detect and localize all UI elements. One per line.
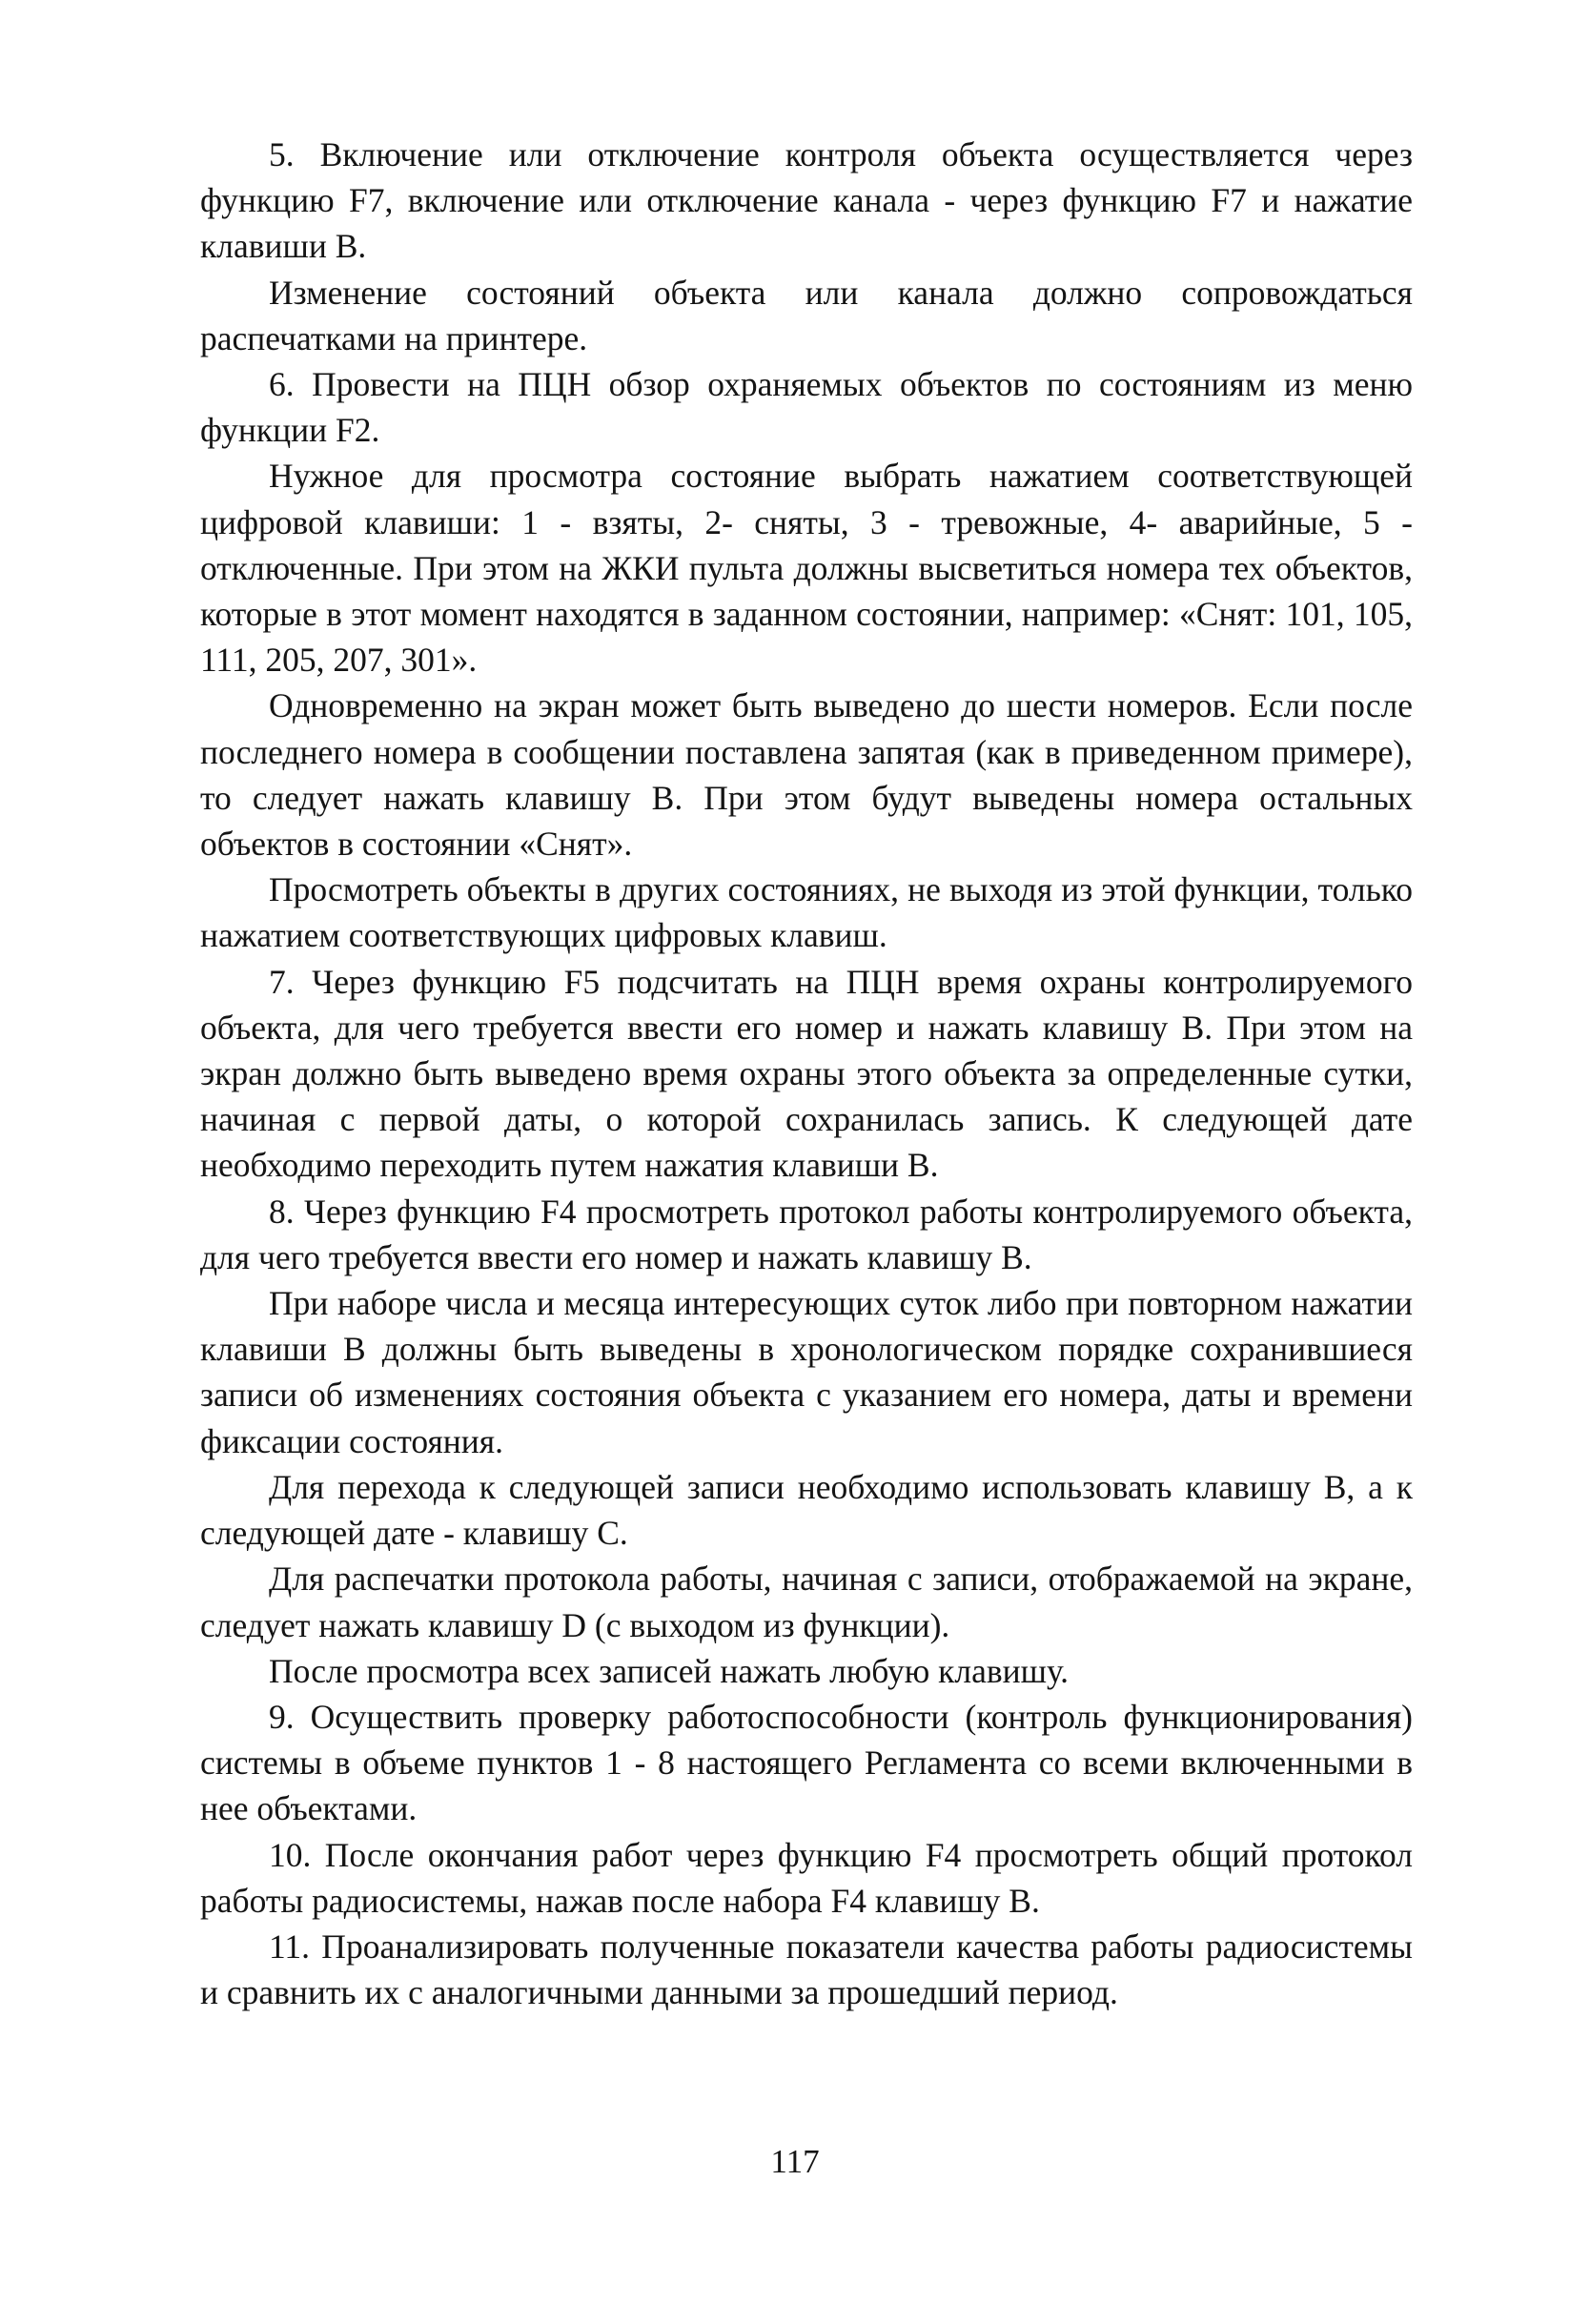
paragraph-8: 8. Через функцию F4 просмотреть протокол работы контролируемого объекта, для чего требуется ввести его номер и нажать клавишу B. <box>200 1192 1413 1276</box>
body-text <box>200 132 1413 2015</box>
paragraph-15: 11. Проанализировать полученные показатели качества работы радиосистемы и сравнить их с аналогичными данными за прошедший период. <box>200 1926 1413 2012</box>
paragraph-7: 7. Через функцию F5 подсчитать на ПЦН время охраны контролируемого объекта, для чего требуется ввести его номер и нажать клавишу B. При этом на экран должно быть выведено время охраны этого объекта за определенные сутки, начиная с первой даты, о которой сохранилась запись. К следующей дате необходимо переходить путем нажатия клавиши B. <box>200 962 1413 1185</box>
paragraph-6: Просмотреть объекты в других состояниях, не выходя из этой функции, только нажатием соответствующих цифровых клавиш. <box>200 870 1413 955</box>
paragraph-2: Изменение состояний объекта или канала должно сопровождаться распечатками на принтере. <box>200 273 1413 357</box>
paragraph-5: Одновременно на экран может быть выведено до шести номеров. Если после последнего номера в сообщении поставлена запятая (как в приведенном примере), то следует нажать клавишу B. При этом будут выведены номера остальных объектов в состоянии «Снят». <box>200 686 1413 864</box>
paragraph-11: Для распечатки протокола работы, начиная с записи, отображаемой на экране, следует нажать клавишу D (с выходом из функции). <box>200 1560 1413 1644</box>
paragraph-3: 6. Провести на ПЦН обзор охраняемых объектов по состояниям из меню функции F2. <box>200 365 1413 450</box>
paragraph-14: 10. После окончания работ через функцию F4 просмотреть общий протокол работы радиосистемы, нажав после набора F4 клавишу B. <box>200 1835 1413 1920</box>
paragraph-1: 5. Включение или отключение контроля объекта осуществляется через функцию F7, включение или отключение канала - через функцию F7 и нажатие клавиши B. <box>200 135 1413 266</box>
paragraph-9: При наборе числа и месяца интересующих суток либо при повторном нажатии клавиши B должны быть выведены в хронологическом порядке сохранившиеся записи об изменениях состояния объекта с указанием его номера, даты и времени фиксации состояния. <box>200 1284 1413 1460</box>
page-number: 117 <box>770 2143 820 2180</box>
paragraph-13: 9. Осуществить проверку работоспособности (контроль функционирования) системы в объеме пунктов 1 - 8 настоящего Регламента со всеми включенными в нее объектами. <box>200 1697 1413 1828</box>
paragraph-12: После просмотра всех записей нажать любую клавишу. <box>269 1651 1070 1690</box>
paragraph-10: Для перехода к следующей записи необходимо использовать клавишу B, а к следующей дате - клавишу C. <box>200 1467 1413 1553</box>
paragraph-4: Нужное для просмотра состояние выбрать нажатием соответствующей цифровой клавиши: 1 - взяты, 2- сняты, 3 - тревожные, 4- аварийные, 5 - отключенные. При этом на ЖКИ пульта должны высветиться номера тех объектов, которые в этот момент находятся в заданном состоянии, например: «Снят: 101, 105, 111, 205, 207, 301». <box>200 457 1413 680</box>
